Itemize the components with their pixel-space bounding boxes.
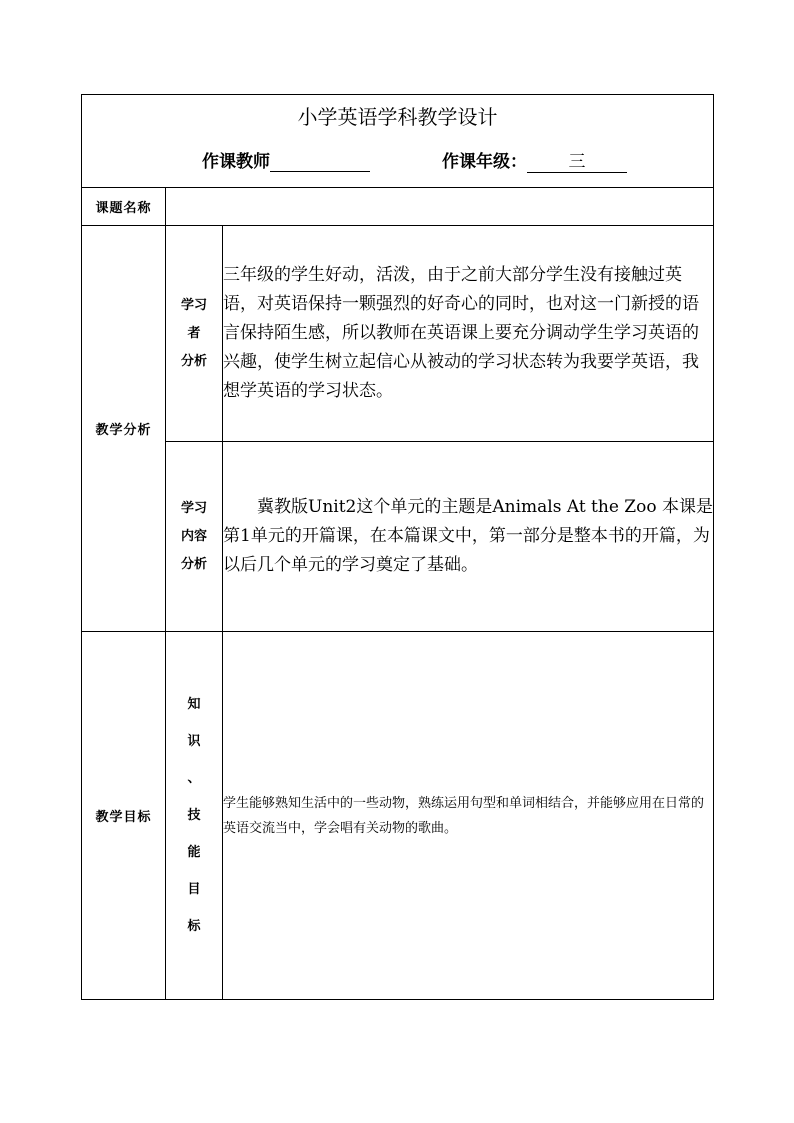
goals-label: 教学目标 <box>82 632 166 1000</box>
grade-value: 三 <box>527 147 627 173</box>
topic-value <box>166 188 714 226</box>
teacher-label: 作课教师 <box>202 152 270 172</box>
header-cell <box>82 95 714 188</box>
content-analysis-text: 冀教版Unit2这个单元的主题是Animals At the Zoo 本课是第1单元的开篇课，在本篇课文中，第一部分是整本书的开篇，为以后几个单元的学习奠定了基础。 <box>223 442 714 632</box>
lesson-plan-table <box>81 94 714 1000</box>
teacher-field <box>202 147 370 172</box>
learner-analysis-label: 学习 者 分析 <box>166 226 223 442</box>
analysis-label: 教学分析 <box>82 226 166 632</box>
topic-label: 课题名称 <box>82 188 166 226</box>
teacher-blank <box>270 153 370 172</box>
content-analysis-label: 学习 内容 分析 <box>166 442 223 632</box>
knowledge-skills-text: 学生能够熟知生活中的一些动物，熟练运用句型和单词相结合，并能够应用在日常的英语交流当中，学会唱有关动物的歌曲。 <box>223 632 714 1000</box>
learner-analysis-text: 三年级的学生好动，活泼，由于之前大部分学生没有接触过英语，对英语保持一颗强烈的好奇心的同时，也对这一门新授的语言保持陌生感，所以教师在英语课上要充分调动学生学习英语的兴趣，使学生树立起信心从被动的学习状态转为我要学英语，我想学英语的学习状态。 <box>223 226 714 442</box>
document-title: 小学英语学科教学设计 <box>297 105 498 129</box>
grade-label: 作课年级： <box>442 152 527 172</box>
knowledge-skills-label: 知 识 、 技 能 目 标 <box>166 632 223 1000</box>
grade-field <box>442 147 627 173</box>
